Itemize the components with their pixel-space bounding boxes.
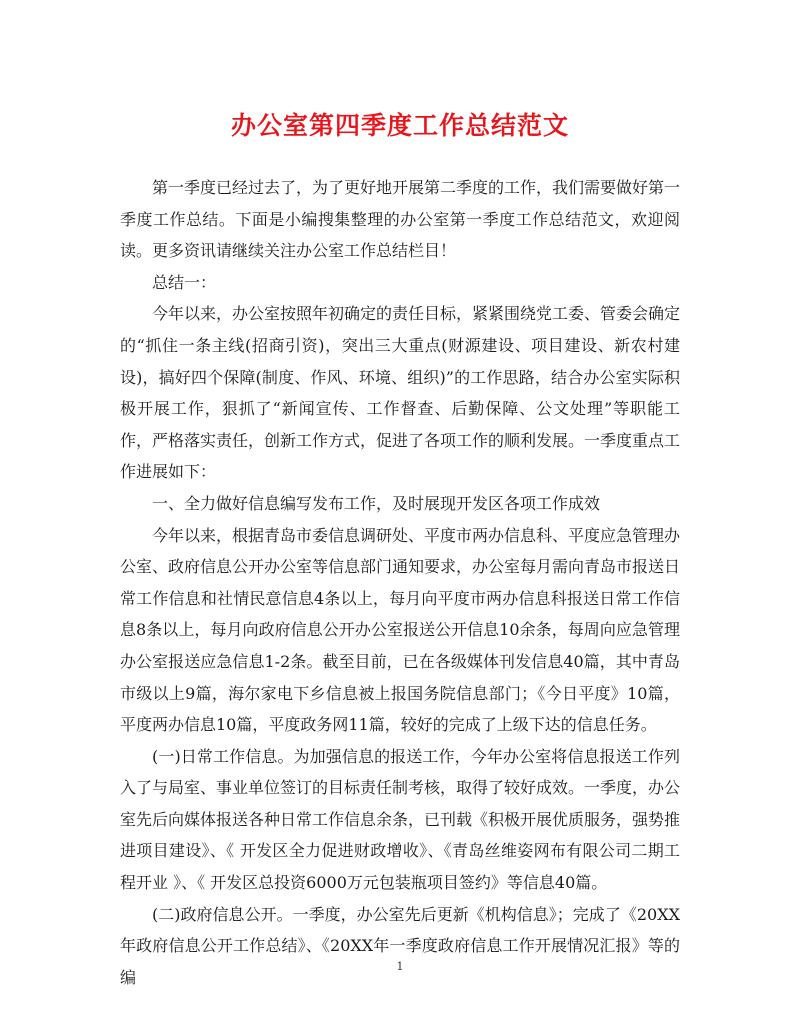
page-number: 1 — [396, 960, 404, 973]
document-title: 办公室第四季度工作总结范文 — [230, 111, 569, 140]
daily-information-paragraph: (一)日常工作信息。为加强信息的报送工作，今年办公室将信息报送工作列入了与局室、事业单位签订的目标责任制考核，取得了较好成效。一季度，办公室先后向媒体报送各种日常工作信息余条，已刊载《积极开展优质服务，强势推进项目建设》、《 开发区全力促进财政增收》、《青岛丝维姿网布有限公司二期工程开业 》、《 开发区总投资6000万元包装瓶项目签约》等信息40篇。 — [120, 746, 681, 893]
overview-paragraph: 今年以来，办公室按照年初确定的责任目标，紧紧围绕党工委、管委会确定的“抓住一条主线(招商引资)，突出三大重点(财源建设、项目建设、新农村建设)，搞好四个保障(制度、作风、环境、组织)”的工作思路，结合办公室实际积极开展工作，狠抓了“新闻宣传、工作督查、后勤保障、公文处理”等职能工作，严格落实责任，创新工作方式，促进了各项工作的顺利发展。一季度重点工作进展如下： — [120, 304, 681, 482]
section-heading-information: 一、全力做好信息编写发布工作，及时展现开发区各项工作成效 — [152, 493, 601, 513]
government-disclosure-paragraph: (二)政府信息公开。一季度，办公室先后更新《机构信息》；完成了《20XX年政府信息公开工作总结》、《20XX年一季度政府信息工作开展情况汇报》等的编 — [120, 904, 680, 987]
document-body — [120, 172, 680, 993]
intro-paragraph: 第一季度已经过去了，为了更好地开展第二季度的工作，我们需要做好第一季度工作总结。下面是小编搜集整理的办公室第一季度工作总结范文，欢迎阅读。更多资讯请继续关注办公室工作总结栏目！ — [120, 178, 681, 261]
information-paragraph: 今年以来，根据青岛市委信息调研处、平度市两办信息科、平度应急管理办公室、政府信息公开办公室等信息部门通知要求，办公室每月需向青岛市报送日常工作信息和社情民意信息4条以上，每月向平度市两办信息科报送日常工作信息8条以上，每月向政府信息公开办公室报送公开信息10余条，每周向应急管理办公室报送应急信息1-2条。截至目前，已在各级媒体刊发信息40篇，其中青岛市级以上9篇，海尔家电下乡信息被上报国务院信息部门；《今日平度》10篇，平度两办信息10篇，平度政务网11篇，较好的完成了上级下达的信息任务。 — [120, 525, 681, 735]
section-heading-summary-one: 总结一： — [152, 272, 217, 292]
